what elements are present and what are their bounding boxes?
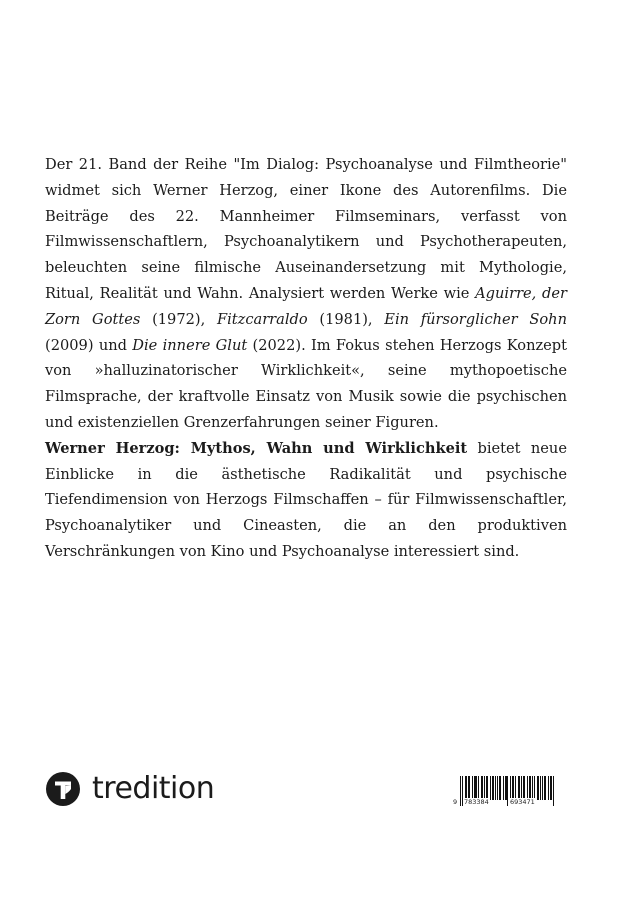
barcode-bar [512, 776, 513, 800]
barcode-bar [478, 776, 479, 800]
barcode-left-group: 783384 [464, 798, 489, 806]
barcode-bar [545, 776, 546, 800]
barcode-bar [468, 776, 469, 800]
barcode-bar [527, 776, 528, 800]
barcode-bar [550, 776, 551, 800]
barcode-bar [486, 776, 487, 800]
barcode-bar [523, 776, 524, 800]
blurb-p1-seg: (2009) und [45, 336, 133, 354]
barcode-bar [544, 776, 545, 800]
barcode-bar [466, 776, 467, 800]
barcode-bar [497, 776, 498, 800]
barcode-bar [474, 776, 475, 800]
barcode-digits [453, 798, 557, 808]
barcode-bar [518, 776, 519, 800]
barcode-bar [515, 776, 516, 800]
barcode-bar [476, 776, 477, 800]
film-title-ein-fuersorglicher-sohn: Ein fürsorglicher Sohn [384, 310, 567, 328]
barcode-bar [487, 776, 488, 800]
film-title-aguirre: Aguirre, der Zorn Gottes [45, 284, 567, 328]
barcode-bar [538, 776, 539, 800]
barcode-bar [472, 776, 473, 800]
blurb-p1-seg: (2022). Im Fokus stehen Herzogs Konzept von »halluzinatorischer Wirklichkeit«, seine mythopoetische Filmsprache, der kraftvolle Einsatz von Musik sowie die psychischen und existenziellen Grenzerfahrungen seiner Figuren. [45, 336, 568, 431]
barcode-bar [505, 776, 506, 800]
barcode-bar [551, 776, 552, 800]
blurb-paragraph-1 [45, 152, 567, 436]
barcode-bar [524, 776, 525, 800]
barcode-right-group: 693471 [510, 798, 535, 806]
barcode-bar [482, 776, 483, 800]
barcode-bar [537, 776, 538, 800]
barcode-bar [492, 776, 493, 800]
barcode-bar [475, 776, 476, 800]
barcode-bar [532, 776, 533, 800]
barcode-bar [484, 776, 485, 800]
barcode-bar [513, 776, 514, 800]
isbn-barcode [453, 776, 557, 808]
film-title-die-innere-glut: Die innere Glut [132, 336, 248, 354]
barcode-bar [529, 776, 530, 800]
barcode-bar [506, 776, 507, 800]
barcode-bar [495, 776, 496, 800]
blurb-paragraph-2 [45, 436, 567, 565]
barcode-bar [493, 776, 494, 800]
barcode-bar [540, 776, 541, 800]
book-title: Werner Herzog: Mythos, Wahn und Wirklichkeit [45, 439, 468, 457]
back-cover-blurb [45, 152, 567, 565]
blurb-p2-seg: bietet neue Einblicke in die ästhetische Radikalität und psychische Tiefendimension von Herzogs Filmschaffen – für Filmwissenschaftler, Psychoanalytiker und Cineasten, die an den produktiven Verschränkungen von Kino und Psychoanalyse interessiert sind. [45, 439, 567, 560]
tredition-logo-icon [46, 772, 80, 806]
barcode-bar [542, 776, 543, 800]
barcode-bar [521, 776, 522, 800]
barcode-first-digit: 9 [453, 798, 458, 806]
blurb-p1-seg: (1972), [140, 310, 217, 328]
barcode-bar [503, 776, 504, 800]
barcode-bar [481, 776, 482, 800]
barcode-bar [490, 776, 491, 800]
barcode-bar [465, 776, 466, 800]
blurb-p1-seg: Der 21. Band der Reihe "Im Dialog: Psychoanalyse und Filmtheorie" widmet sich Werner Herzog, einer Ikone des Autorenfilms. Die Beiträge des 22. Mannheimer Filmseminars, verfasst von Filmwissenschaftlern, Psychoanalytikern und Psychotherapeuten, beleuchten seine filmische Auseinandersetzung mit Mythologie, Ritual, Realität und Wahn. Analysiert werden Werke wie [45, 156, 567, 302]
barcode-bar [519, 776, 520, 800]
blurb-p1-seg: (1981), [307, 310, 385, 328]
publisher-name: tredition [92, 771, 215, 806]
barcode-bar [499, 776, 500, 800]
barcode-bar [548, 776, 549, 800]
barcode-bar [534, 776, 535, 800]
barcode-bar [530, 776, 531, 800]
film-title-fitzcarraldo: Fitzcarraldo [216, 310, 308, 328]
publisher-logo [46, 771, 214, 807]
barcode-bar [500, 776, 501, 800]
barcode-bar [469, 776, 470, 800]
